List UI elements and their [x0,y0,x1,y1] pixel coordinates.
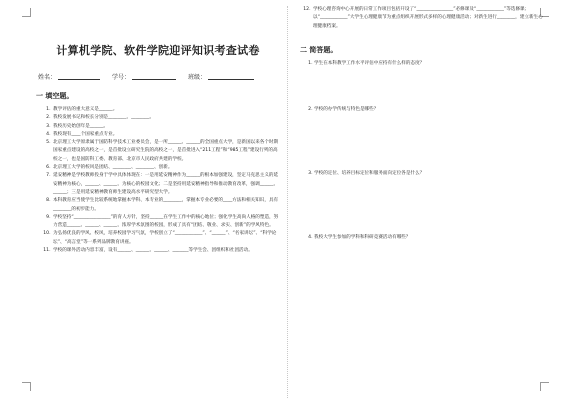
name-label: 姓名： [38,74,57,81]
student-id-label: 学号： [112,74,131,81]
left-column [34,40,282,255]
fill-question: 5. 北京理工大学原隶属于国防科学技术工业委员会，是一所______、______的全国重点大学，是新国以来各个时期国家重点建设的高校之一，是首批设立研究生院的高校之一，是首批进入“211工程”和“985工程”建设行列的高校之一，也是国防科工委、教育部、北京市人民政府共建的学校。 [52,139,282,164]
fill-question-list [34,106,282,255]
crop-mark-bottom-right [540,382,549,391]
section-short-answer-heading: 二 简答题。 [300,45,338,54]
fill-question: 12. 学校心理咨询中心开展的日常工作项目包括开设了“________________”必修课及“____________”等选修课；以“____________”大学生心理健康节为重点组织开展形式多样的心理健康活动；对新生进行________，建立新生心理健康档案。 [312,6,546,31]
short-question: 4. 我校大学生参加的学科和科研竞赛活动有哪些？ [314,234,546,242]
class-label: 班级： [188,74,207,81]
fill-question: 11. 学校的课外活动内容丰富，设有______、______、______、_______等学生会、团组织和社团活动。 [52,247,282,255]
fill-question: 10. 为弘扬优良的学风、校风，培养校园学习气氛，学校创立了“____________”、“______”、“名家讲坛”、“科学论坛”、“高言堂”等一系列品牌教育讲座。 [52,230,282,247]
fill-question: 3. 我校历史始创年是______。 [52,123,282,131]
student-info [38,72,282,81]
exam-title: 计算机学院、软件学院迎评知识考查试卷 [56,44,260,57]
fill-question-list-continued [298,6,546,31]
class-blank[interactable] [208,72,254,80]
fill-question: 7. 延安精神是学校教师投身于学中具体体现在：一是用延安精神作为______的根本加强建设，坚定马克思主义的延安精神为核心，______、______、为核心的校园文化；二是坚持用延安精神指导和推动教育改革，强调______、______；三是用延安精神教育师生建设高水平研究型大学。 [52,172,282,197]
column-divider [287,6,288,398]
fill-question: 1. 教学评估的重大意义是______。 [52,106,282,114]
crop-mark-top-left [22,8,31,17]
short-answer-list [298,60,546,242]
crop-mark-bottom-left [22,382,31,391]
fill-question: 9. 学校坚持“________________”的育人方针，坚持______在学生工作中的核心地位；强化学生高尚人格的塑造，努力营造______、______、______、浓厚学术氛围的校园，形成了具有“团结、敬业、求实、创新”的学风特色。 [52,214,282,231]
short-question: 1. 学生在本科教学工作水平评估中应持有什么样的态度？ [314,60,546,68]
fill-question: 4. 我校现有____个国家重点专业。 [52,131,282,139]
fill-question: 8. 本科教育应当使学生比较系统地掌握本学科、本专业的________，掌握本专业必要的____方法和相关知识，具有________的初步能力。 [52,197,282,214]
fill-question: 6. 北京理工大学的校风是团结、________、________、创新。 [52,164,282,172]
short-question: 2. 学校的办学传统与特色是哪些？ [314,106,546,114]
student-id-blank[interactable] [132,72,176,80]
section-fill-blank-heading: 一 填空题。 [36,92,74,100]
short-question: 3. 学校的定位、培养目标定位和服务面向定位各是什么？ [314,170,546,178]
right-column [298,6,546,269]
name-blank[interactable] [58,72,100,80]
fill-question: 2. 我校发展书记和校长分别是________、________。 [52,114,282,122]
